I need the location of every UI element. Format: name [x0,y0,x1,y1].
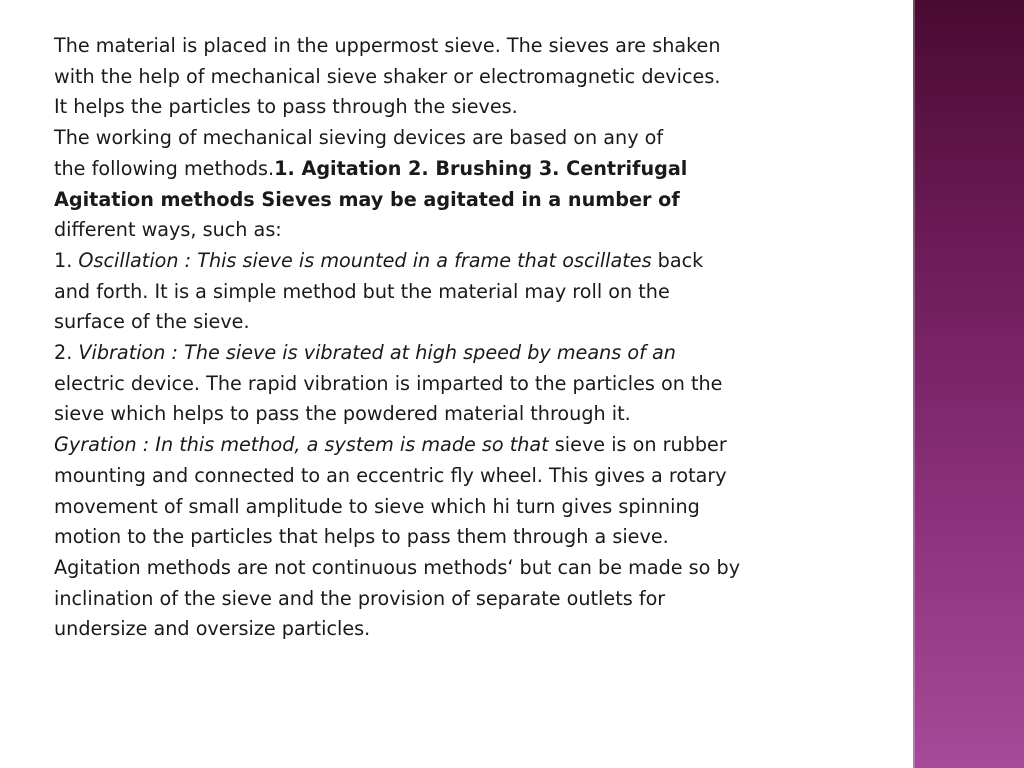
text-line [54,185,904,216]
text-segment: back [651,248,704,272]
text-segment: mounting and connected to an eccentric fly wheel. This gives a rotary [54,463,727,487]
italic-text: Gyration : In this method, a system is made so that [54,433,549,457]
text-line [54,62,904,93]
text-line [54,584,904,615]
text-segment: and forth. It is a simple method but the material may roll on the [54,279,670,303]
italic-text: Oscillation : This sieve is mounted in a frame that oscillates [78,248,652,272]
body-text [54,31,904,645]
text-line [54,307,904,338]
italic-text: Vibration : The sieve is vibrated at high speed by means of an [78,341,676,365]
text-segment: 2. [54,341,79,365]
text-line [54,246,904,277]
text-segment: movement of small amplitude to sieve which hi turn gives spinning [54,494,700,518]
text-segment: the following methods. [54,156,275,180]
text-segment: electric device. The rapid vibration is imparted to the particles on the [54,371,723,395]
text-segment: sieve is on rubber [548,433,727,457]
text-line [54,492,904,523]
text-segment: motion to the particles that helps to pass them through a sieve. [54,525,669,549]
text-line [54,215,904,246]
bold-text: 1. Agitation 2. Brushing 3. Centrifugal [274,156,688,180]
text-segment: different ways, such as: [54,218,282,242]
text-line [54,123,904,154]
decorative-side-band [913,0,1024,768]
text-segment: It helps the particles to pass through the sieves. [54,95,518,119]
text-line [54,399,904,430]
text-segment: Agitation methods are not continuous methods‘ but can be made so by [54,555,741,579]
text-segment: inclination of the sieve and the provision of separate outlets for [54,586,666,610]
text-line [54,461,904,492]
text-line [54,154,904,185]
text-segment: The working of mechanical sieving devices are based on any of [54,126,664,150]
text-segment: with the help of mechanical sieve shaker or electromagnetic devices. [54,64,721,88]
text-line [54,31,904,62]
text-line [54,338,904,369]
text-segment: undersize and oversize particles. [54,617,371,641]
text-line [54,369,904,400]
text-line [54,553,904,584]
text-line [54,92,904,123]
text-line [54,614,904,645]
text-line [54,522,904,553]
text-segment: 1. [54,248,79,272]
bold-text: Agitation methods Sieves may be agitated in a number of [54,187,680,211]
text-line [54,430,904,461]
text-segment: sieve which helps to pass the powdered material through it. [54,402,631,426]
text-line [54,277,904,308]
text-segment: surface of the sieve. [54,310,250,334]
text-segment: The material is placed in the uppermost sieve. The sieves are shaken [54,34,721,57]
